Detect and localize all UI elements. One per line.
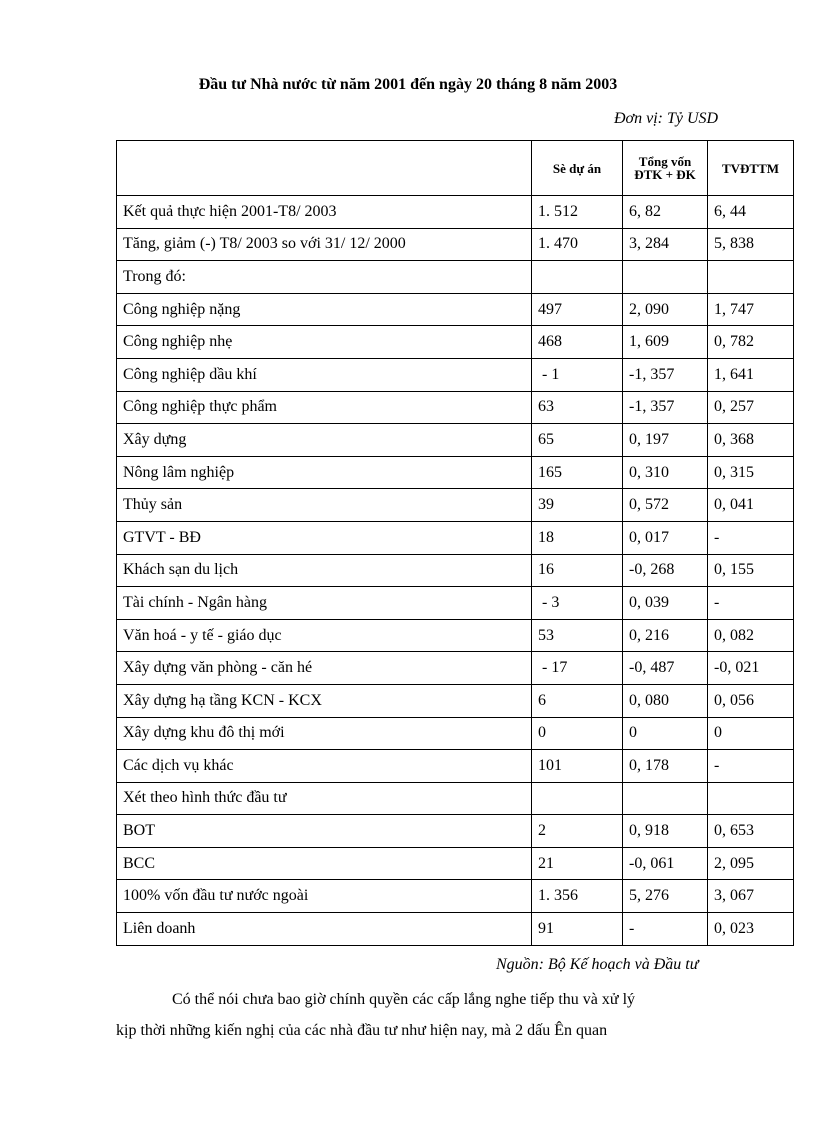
row-label: Các dịch vụ khác bbox=[117, 750, 532, 783]
cell-tvdttm: 0, 056 bbox=[708, 684, 794, 717]
cell-total-capital: 5, 276 bbox=[623, 880, 708, 913]
cell-projects: 6 bbox=[532, 684, 623, 717]
row-label: Thủy sản bbox=[117, 489, 532, 522]
document-title: Đầu tư Nhà nước từ năm 2001 đến ngày 20 tháng 8 năm 2003 bbox=[198, 76, 618, 93]
cell-total-capital: - bbox=[623, 913, 708, 946]
row-label: BCC bbox=[117, 847, 532, 880]
row-label: Văn hoá - y tế - giáo dục bbox=[117, 619, 532, 652]
cell-tvdttm: 0, 155 bbox=[708, 554, 794, 587]
cell-tvdttm: 0, 082 bbox=[708, 619, 794, 652]
row-label: Xây dựng hạ tầng KCN - KCX bbox=[117, 684, 532, 717]
cell-tvdttm: 2, 095 bbox=[708, 847, 794, 880]
table-row bbox=[117, 782, 794, 815]
cell-tvdttm: 3, 067 bbox=[708, 880, 794, 913]
row-label: Khách sạn du lịch bbox=[117, 554, 532, 587]
cell-projects: 91 bbox=[532, 913, 623, 946]
cell-total-capital: -0, 061 bbox=[623, 847, 708, 880]
cell-total-capital: 0, 017 bbox=[623, 521, 708, 554]
table-row bbox=[117, 358, 794, 391]
cell-projects bbox=[532, 782, 623, 815]
table-row bbox=[117, 261, 794, 294]
table-row bbox=[117, 489, 794, 522]
cell-projects: 165 bbox=[532, 456, 623, 489]
row-label: GTVT - BĐ bbox=[117, 521, 532, 554]
row-label: Trong đó: bbox=[117, 261, 532, 294]
cell-projects: 1. 512 bbox=[532, 196, 623, 229]
cell-tvdttm bbox=[708, 261, 794, 294]
cell-total-capital: -1, 357 bbox=[623, 391, 708, 424]
cell-tvdttm bbox=[708, 782, 794, 815]
table-row bbox=[117, 424, 794, 457]
row-label: Tài chính - Ngân hàng bbox=[117, 587, 532, 620]
cell-total-capital: 2, 090 bbox=[623, 293, 708, 326]
table-row bbox=[117, 619, 794, 652]
row-label: Công nghiệp nặng bbox=[117, 293, 532, 326]
table-row bbox=[117, 847, 794, 880]
table-row bbox=[117, 196, 794, 229]
cell-total-capital: 0, 080 bbox=[623, 684, 708, 717]
cell-projects: - 1 bbox=[532, 358, 623, 391]
table-row bbox=[117, 228, 794, 261]
cell-tvdttm: 1, 747 bbox=[708, 293, 794, 326]
cell-projects: 497 bbox=[532, 293, 623, 326]
cell-projects: 468 bbox=[532, 326, 623, 359]
cell-projects bbox=[532, 261, 623, 294]
cell-projects: 39 bbox=[532, 489, 623, 522]
row-label: Kết quả thực hiện 2001-T8/ 2003 bbox=[117, 196, 532, 229]
unit-label: Đơn vị: Tỷ USD bbox=[614, 110, 719, 127]
cell-projects: 101 bbox=[532, 750, 623, 783]
cell-total-capital: -0, 268 bbox=[623, 554, 708, 587]
cell-tvdttm: -0, 021 bbox=[708, 652, 794, 685]
row-label: Xây dựng bbox=[117, 424, 532, 457]
row-label: BOT bbox=[117, 815, 532, 848]
row-label: Tăng, giảm (-) T8/ 2003 so với 31/ 12/ 2000 bbox=[117, 228, 532, 261]
cell-projects: 1. 470 bbox=[532, 228, 623, 261]
cell-total-capital: -1, 357 bbox=[623, 358, 708, 391]
table-row bbox=[117, 684, 794, 717]
cell-total-capital bbox=[623, 261, 708, 294]
table-header-row bbox=[117, 141, 794, 196]
cell-total-capital: 0, 178 bbox=[623, 750, 708, 783]
investment-table bbox=[116, 140, 794, 946]
row-label: 100% vốn đầu tư nước ngoài bbox=[117, 880, 532, 913]
cell-projects: 63 bbox=[532, 391, 623, 424]
cell-total-capital: 3, 284 bbox=[623, 228, 708, 261]
cell-tvdttm: - bbox=[708, 521, 794, 554]
cell-projects: 18 bbox=[532, 521, 623, 554]
header-cell-label bbox=[117, 141, 532, 196]
cell-projects: 21 bbox=[532, 847, 623, 880]
paragraph-line-1: Có thể nói chưa bao giờ chính quyền các cấp lắng nghe tiếp thu và xử lý bbox=[172, 991, 636, 1008]
row-label: Xây dựng khu đô thị mới bbox=[117, 717, 532, 750]
source-note: Nguồn: Bộ Kế hoạch và Đầu tư bbox=[496, 956, 699, 973]
table-row bbox=[117, 293, 794, 326]
row-label: Xét theo hình thức đầu tư bbox=[117, 782, 532, 815]
table-row bbox=[117, 456, 794, 489]
header-cell-tvdttm: TVĐTTM bbox=[708, 141, 794, 196]
body-paragraph bbox=[116, 984, 746, 1046]
cell-tvdttm: 0, 368 bbox=[708, 424, 794, 457]
table-row bbox=[117, 815, 794, 848]
cell-total-capital bbox=[623, 782, 708, 815]
cell-total-capital: 0, 572 bbox=[623, 489, 708, 522]
row-label: Nông lâm nghiệp bbox=[117, 456, 532, 489]
cell-tvdttm: 0 bbox=[708, 717, 794, 750]
table-row bbox=[117, 750, 794, 783]
cell-total-capital: 0, 197 bbox=[623, 424, 708, 457]
cell-total-capital: 0, 039 bbox=[623, 587, 708, 620]
table-row bbox=[117, 913, 794, 946]
cell-projects: 2 bbox=[532, 815, 623, 848]
cell-tvdttm: - bbox=[708, 587, 794, 620]
cell-projects: 0 bbox=[532, 717, 623, 750]
cell-tvdttm: 1, 641 bbox=[708, 358, 794, 391]
cell-total-capital: -0, 487 bbox=[623, 652, 708, 685]
row-label: Công nghiệp dầu khí bbox=[117, 358, 532, 391]
table-row bbox=[117, 521, 794, 554]
cell-projects: 53 bbox=[532, 619, 623, 652]
cell-tvdttm: 0, 653 bbox=[708, 815, 794, 848]
cell-tvdttm: 5, 838 bbox=[708, 228, 794, 261]
table-row bbox=[117, 587, 794, 620]
cell-total-capital: 1, 609 bbox=[623, 326, 708, 359]
cell-tvdttm: 0, 257 bbox=[708, 391, 794, 424]
row-label: Liên doanh bbox=[117, 913, 532, 946]
cell-projects: 16 bbox=[532, 554, 623, 587]
cell-total-capital: 0, 216 bbox=[623, 619, 708, 652]
row-label: Xây dựng văn phòng - căn hé bbox=[117, 652, 532, 685]
table-row bbox=[117, 326, 794, 359]
cell-projects: - 17 bbox=[532, 652, 623, 685]
row-label: Công nghiệp nhẹ bbox=[117, 326, 532, 359]
cell-total-capital: 0 bbox=[623, 717, 708, 750]
cell-total-capital: 0, 918 bbox=[623, 815, 708, 848]
header-cell-total-capital: Tổng vốn ĐTK + ĐK bbox=[623, 141, 708, 196]
table-row bbox=[117, 717, 794, 750]
cell-tvdttm: 0, 041 bbox=[708, 489, 794, 522]
cell-tvdttm: 0, 023 bbox=[708, 913, 794, 946]
cell-projects: 1. 356 bbox=[532, 880, 623, 913]
row-label: Công nghiệp thực phẩm bbox=[117, 391, 532, 424]
cell-total-capital: 6, 82 bbox=[623, 196, 708, 229]
cell-tvdttm: 0, 315 bbox=[708, 456, 794, 489]
cell-tvdttm: 6, 44 bbox=[708, 196, 794, 229]
paragraph-line-2: kịp thời những kiến nghị của các nhà đầu tư như hiện nay, mà 2 dấu Ên quan bbox=[116, 1022, 608, 1039]
table-row bbox=[117, 880, 794, 913]
cell-projects: - 3 bbox=[532, 587, 623, 620]
cell-tvdttm: 0, 782 bbox=[708, 326, 794, 359]
table-row bbox=[117, 652, 794, 685]
header-cell-projects: Sè dự án bbox=[532, 141, 623, 196]
table-row bbox=[117, 554, 794, 587]
cell-projects: 65 bbox=[532, 424, 623, 457]
cell-total-capital: 0, 310 bbox=[623, 456, 708, 489]
cell-tvdttm: - bbox=[708, 750, 794, 783]
table-row bbox=[117, 391, 794, 424]
